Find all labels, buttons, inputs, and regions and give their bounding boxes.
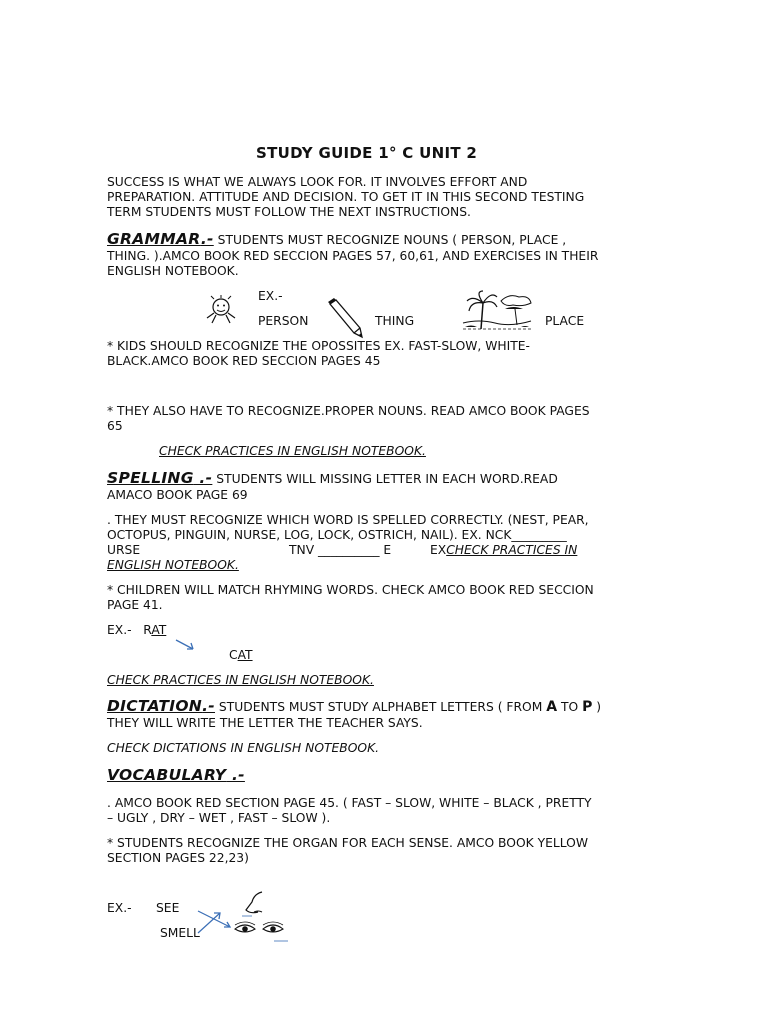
grammar-line-2: THING. ).AMCO BOOK RED SECCION PAGES 57, 60,61, AND EXERCISES IN THEIR bbox=[107, 249, 599, 263]
spelling-check-practices: CHECK PRACTICES IN ENGLISH NOTEBOOK. bbox=[107, 673, 374, 687]
dictation-line-2: THEY WILL WRITE THE LETTER THE TEACHER SAYS. bbox=[107, 716, 423, 730]
dictation-line-1-text: STUDENTS MUST STUDY ALPHABET LETTERS ( FROM bbox=[215, 700, 547, 714]
vocabulary-heading: VOCABULARY bbox=[107, 766, 227, 784]
dictation-check: CHECK DICTATIONS IN ENGLISH NOTEBOOK. bbox=[107, 741, 380, 755]
grammar-line-1-text: STUDENTS MUST RECOGNIZE NOUNS ( PERSON, PLACE , bbox=[213, 233, 567, 247]
vocab-amco-line-1: . AMCO BOOK RED SECTION PAGE 45. ( FAST – SLOW, WHITE – BLACK , PRETTY bbox=[107, 796, 592, 810]
spelling-check-b: ENGLISH NOTEBOOK. bbox=[107, 558, 239, 572]
dictation-line-end: ) bbox=[592, 700, 602, 714]
grammar-line-1 bbox=[107, 232, 566, 248]
grammar-line-3: ENGLISH NOTEBOOK. bbox=[107, 264, 239, 278]
vocab-organ-line-1: * STUDENTS RECOGNIZE THE ORGAN FOR EACH SENSE. AMCO BOOK YELLOW bbox=[107, 836, 588, 850]
cat-at: AT bbox=[237, 648, 253, 662]
rhyme-arrow-icon bbox=[174, 638, 198, 654]
eyes-icon bbox=[232, 921, 290, 943]
spelling-check-a: CHECK PRACTICES IN bbox=[446, 543, 578, 557]
rhyme-example-rat bbox=[107, 623, 166, 638]
proper-nouns-line-1: * THEY ALSO HAVE TO RECOGNIZE.PROPER NOUNS. READ AMCO BOOK PAGES bbox=[107, 404, 590, 418]
nose-icon bbox=[240, 890, 270, 920]
person-icon bbox=[203, 296, 239, 324]
vocab-organ-line-2: SECTION PAGES 22,23) bbox=[107, 851, 249, 865]
intro-line-3: TERM STUDENTS MUST FOLLOW THE NEXT INSTRUCTIONS. bbox=[107, 205, 471, 219]
proper-nouns-line-2: 65 bbox=[107, 419, 123, 433]
spelling-line-2: AMACO BOOK PAGE 69 bbox=[107, 488, 248, 502]
intro-line-2: PREPARATION. ATTITUDE AND DECISION. TO GET IT IN THIS SECOND TESTING bbox=[107, 190, 585, 204]
dictation-line-1 bbox=[107, 699, 601, 715]
label-person: PERSON bbox=[258, 314, 309, 328]
grammar-heading-suffix: .- bbox=[200, 230, 214, 248]
spelling-line-1 bbox=[107, 471, 558, 487]
intro-line-1: SUCCESS IS WHAT WE ALWAYS LOOK FOR. IT INVOLVES EFFORT AND bbox=[107, 175, 528, 189]
grammar-ex-label: EX.- bbox=[258, 289, 283, 303]
letter-p: P bbox=[582, 699, 593, 715]
word-urse: URSE bbox=[107, 543, 141, 557]
vocabulary-heading-suffix: .- bbox=[226, 766, 245, 784]
letter-a: A bbox=[546, 699, 558, 715]
spelling-heading: SPELLING bbox=[107, 469, 194, 487]
rhyming-line-2: PAGE 41. bbox=[107, 598, 163, 612]
rat-at: AT bbox=[151, 623, 167, 637]
label-place: PLACE bbox=[545, 314, 585, 328]
rhyme-example-cat bbox=[229, 648, 253, 663]
dictation-heading: DICTATION bbox=[107, 697, 203, 715]
opposites-line-1: * KIDS SHOULD RECOGNIZE THE OPOSSITES EX. FAST-SLOW, WHITE- bbox=[107, 339, 530, 353]
vocab-amco-line-2: – UGLY , DRY – WET , FAST – SLOW ). bbox=[107, 811, 331, 825]
cat-c: C bbox=[229, 648, 238, 662]
rhyming-line-1: * CHILDREN WILL MATCH RHYMING WORDS. CHECK AMCO BOOK RED SECCION bbox=[107, 583, 594, 597]
dictation-heading-suffix: .- bbox=[202, 697, 216, 715]
spelling-check-line bbox=[430, 543, 577, 558]
spelling-line-1-text: STUDENTS WILL MISSING LETTER IN EACH WORD.READ bbox=[212, 472, 558, 486]
opposites-line-2: BLACK.AMCO BOOK RED SECCION PAGES 45 bbox=[107, 354, 381, 368]
to-text: TO bbox=[557, 700, 583, 714]
recognize-line-2: OCTOPUS, PINGUIN, NURSE, LOG, LOCK, OSTRICH, NAIL). EX. NCK_________ bbox=[107, 528, 567, 542]
sense-see: SEE bbox=[156, 901, 180, 915]
vocabulary-line-1 bbox=[107, 768, 245, 784]
ex-prefix: EX bbox=[430, 543, 447, 557]
rhyme-ex-label: EX.- bbox=[107, 623, 144, 637]
beach-scene-icon bbox=[461, 289, 533, 331]
recognize-line-1: . THEY MUST RECOGNIZE WHICH WORD IS SPELLED CORRECTLY. (NEST, PEAR, bbox=[107, 513, 589, 527]
sense-arrows-icon bbox=[196, 905, 236, 935]
word-tnv: TNV __________ E bbox=[289, 543, 392, 557]
grammar-heading: GRAMMAR bbox=[107, 230, 201, 248]
page-title: STUDY GUIDE 1° C UNIT 2 bbox=[256, 144, 478, 162]
rat-r: R bbox=[143, 623, 152, 637]
pencil-icon bbox=[326, 298, 366, 340]
spelling-heading-suffix: .- bbox=[193, 469, 213, 487]
grammar-check-practices: CHECK PRACTICES IN ENGLISH NOTEBOOK. bbox=[159, 444, 426, 458]
label-thing: THING bbox=[375, 314, 415, 328]
senses-ex-label: EX.- bbox=[107, 901, 132, 915]
sense-smell: SMELL bbox=[160, 926, 200, 940]
